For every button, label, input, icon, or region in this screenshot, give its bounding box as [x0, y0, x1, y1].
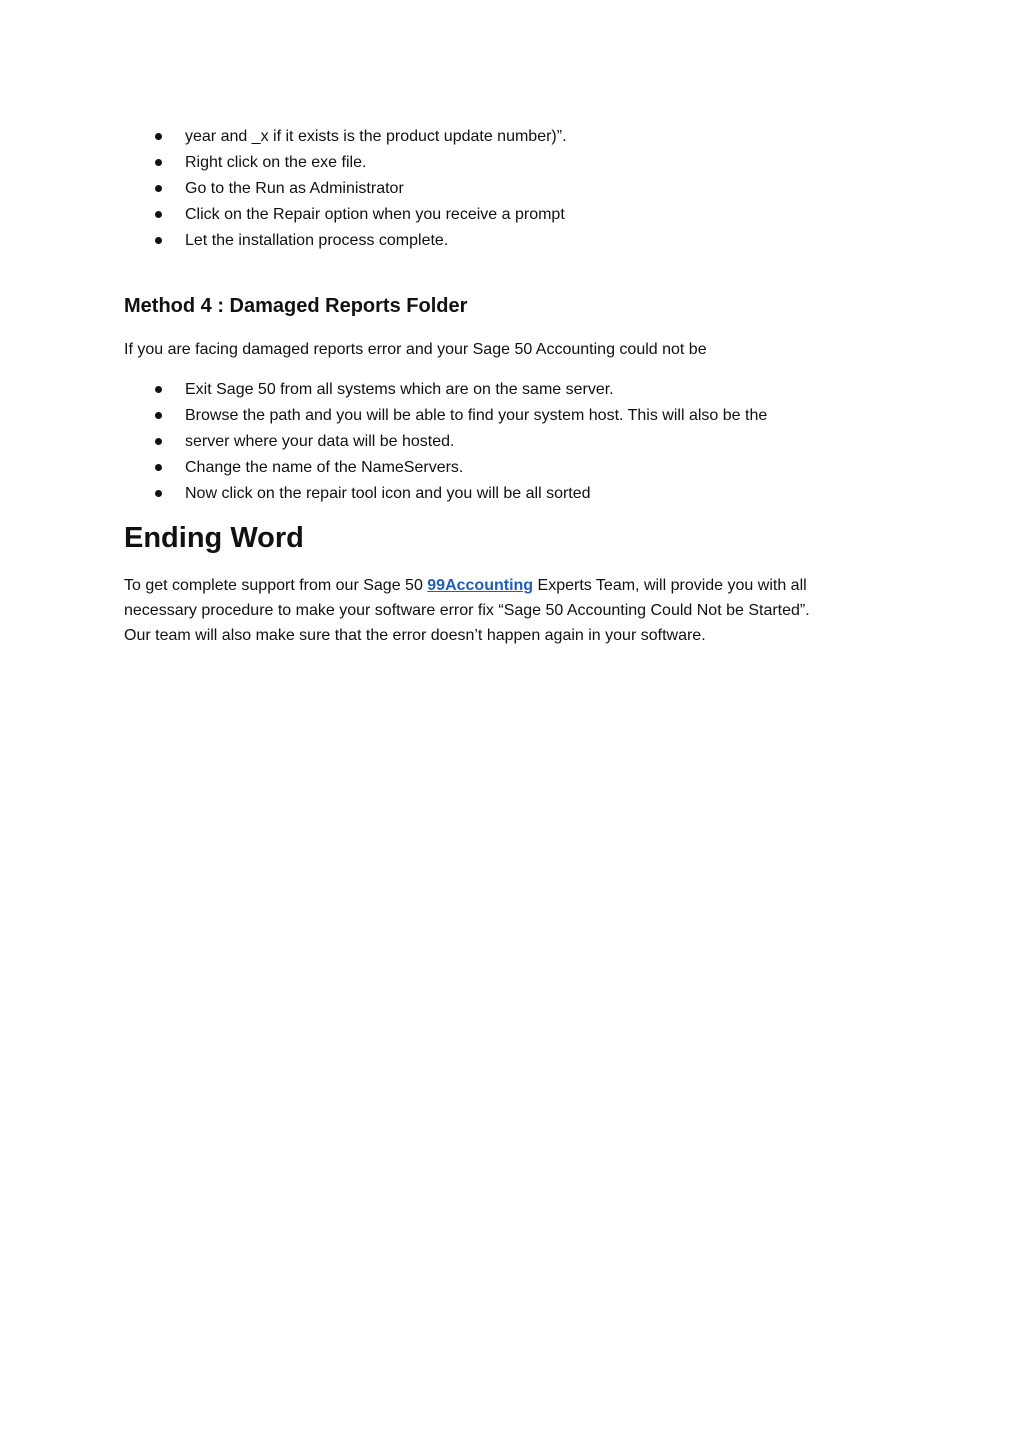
- ending-paragraph: [124, 573, 904, 648]
- list-item-text: Let the installation process complete.: [185, 232, 449, 249]
- bullet-icon: [155, 386, 162, 393]
- bullet-icon: [155, 464, 162, 471]
- ending-text-after-link: Experts Team, will provide you with all: [533, 577, 807, 594]
- ending-line-1: [124, 573, 904, 598]
- method-4-intro: If you are facing damaged reports error and your Sage 50 Accounting could not be: [124, 341, 707, 358]
- list-item-text: server where your data will be hosted.: [185, 433, 455, 450]
- ending-line-3: Our team will also make sure that the error doesn’t happen again in your software.: [124, 627, 706, 644]
- 99accounting-link[interactable]: 99Accounting: [427, 577, 534, 594]
- list-item-text: Now click on the repair tool icon and you will be all sorted: [185, 485, 591, 502]
- bullet-icon: [155, 159, 162, 166]
- ending-line-2: necessary procedure to make your software error fix “Sage 50 Accounting Could Not be Started”.: [124, 602, 810, 619]
- list-item-text: year and _x if it exists is the product update number)”.: [185, 128, 567, 145]
- bullet-icon: [155, 133, 162, 140]
- ending-text-before-link: To get complete support from our Sage 50: [124, 577, 428, 594]
- bullet-icon: [155, 237, 162, 244]
- list-item-text: Exit Sage 50 from all systems which are on the same server.: [185, 381, 614, 398]
- bullet-icon: [155, 438, 162, 445]
- bullet-icon: [155, 490, 162, 497]
- list-item-text: Change the name of the NameServers.: [185, 459, 464, 476]
- bullet-icon: [155, 185, 162, 192]
- method-4-heading: Method 4 : Damaged Reports Folder: [124, 295, 468, 317]
- ending-word-heading: Ending Word: [124, 522, 304, 554]
- bullet-icon: [155, 412, 162, 419]
- bullet-icon: [155, 211, 162, 218]
- list-item-text: Go to the Run as Administrator: [185, 180, 404, 197]
- list-item-text: Click on the Repair option when you receive a prompt: [185, 206, 565, 223]
- list-item-text: Browse the path and you will be able to find your system host. This will also be the: [185, 407, 768, 424]
- list-item-text: Right click on the exe file.: [185, 154, 367, 171]
